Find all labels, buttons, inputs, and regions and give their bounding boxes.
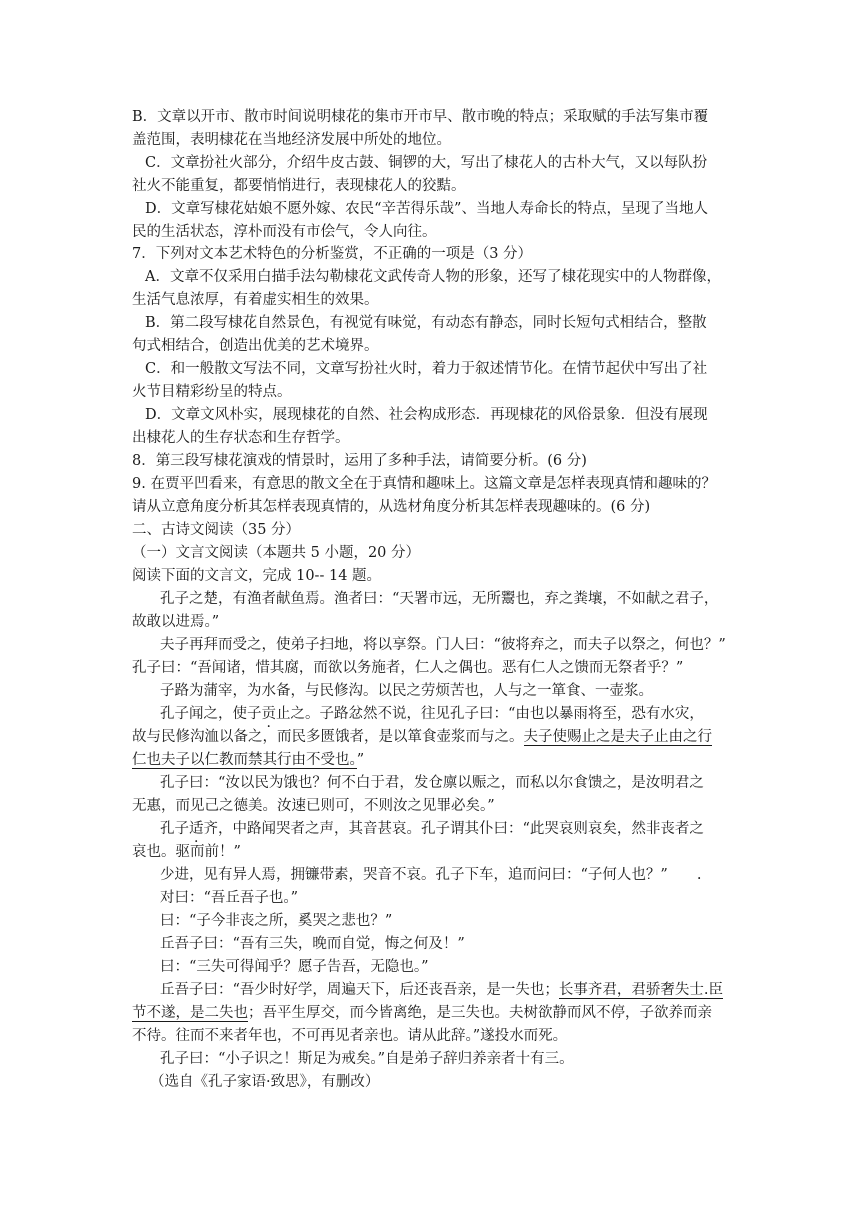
question-8: 8．第三段写棣花演戏的情景时，运用了多种手法，请简要分析。(6 分) xyxy=(132,453,587,469)
text-run: 故与民修沟洫以备之，而民多匮饿者，是以箪食壶浆而与之。 xyxy=(132,729,524,745)
passage-p5-line-1: 孔子曰：“汝以民为饿也？何不白于君，发仓廪以赈之，而私以尔食馈之，是汝明君之 xyxy=(160,775,704,791)
q7-option-a-line-1: A．文章不仅采用白描手法勾勒棣花文武传奇人物的形象，还写了棣花现实中的人物群像， xyxy=(145,269,721,285)
subsection-heading: （一）文言文阅读（本题共 5 小题，20 分） xyxy=(132,545,421,561)
question-9-line-1: 9. 在贾平凹看来，有意思的散文全在于真情和趣味上。这篇文章是怎样表现真情和趣味的？ xyxy=(132,476,716,492)
question-7: 7．下列对文本艺术特色的分析鉴赏，不正确的一项是（3 分） xyxy=(132,246,533,262)
source-note: （选自《孔子家语·致思》，有删改） xyxy=(150,1074,380,1090)
underlined-sentence: 节不遂，是二失也 xyxy=(132,1005,248,1021)
text-run: 孔子 xyxy=(160,821,189,837)
q7-option-b-line-2: 句式相结合，创造出优美的艺术境界。 xyxy=(132,338,379,354)
section-heading: 二、古诗文阅读（35 分） xyxy=(132,522,301,538)
passage-p1-line-2: 故敢以进焉。” xyxy=(132,614,220,630)
q7-option-b-line-1: B．第二段写棣花自然景色，有视觉有味觉，有动态有静态，同时长短句式相结合，整散 xyxy=(145,315,707,331)
dotted-character: 适 xyxy=(189,821,204,837)
passage-p4-line-1 xyxy=(160,704,704,724)
underlined-sentence: 仁也夫子以仁教而禁其行由不受也。 xyxy=(132,752,357,768)
dotted-character: 贡 xyxy=(261,706,276,722)
option-c-line-2: 社火不能重复，都要悄悄进行，表现棣花人的狡黠。 xyxy=(132,178,466,194)
text-run: ” xyxy=(356,752,365,768)
option-d-line-1: D．文章写棣花姑娘不愿外嫁、农民“辛苦得乐哉”、当地人寿命长的特点，呈现了当地人 xyxy=(145,201,708,217)
passage-p2-line-1: 夫子再拜而受之，使弟子扫地，将以享祭。门人曰：“彼将弃之，而夫子以祭之，何也？” xyxy=(160,637,726,653)
text-run: 止之。子路忿然不说，往见孔子曰：“由也以暴雨将至，恐有水灾， xyxy=(276,706,704,722)
passage-p10: 丘吾子曰：“吾有三失，晚而自觉，悔之何及！” xyxy=(160,936,465,952)
option-b-line-1: B．文章以开市、散市时间说明棣花的集市开市早、散市晚的特点；采取赋的手法写集市覆 xyxy=(132,109,709,125)
q7-option-a-line-2: 生活气息浓厚，有着虚实相生的效果。 xyxy=(132,292,379,308)
reading-instruction: 阅读下面的文言文，完成 10-- 14 题。 xyxy=(132,568,382,584)
option-b-line-2: 盖范围，表明棣花在当地经济发展中所处的地位。 xyxy=(132,132,451,148)
q7-option-c-line-1: C．和一般散文写法不同，文章写扮社火时，着力于叙述情节化。在情节起伏中写出了社 xyxy=(145,361,708,377)
passage-p3: 子路为蒲宰，为水备，与民修沟。以民之劳烦苦也，人与之一箪食、一壶浆。 xyxy=(160,683,653,699)
passage-p12-line-1 xyxy=(160,980,723,1000)
passage-p1-line-1: 孔子之楚，有渔者献鱼焉。渔者曰：“天署市远，无所鬻也，弃之粪壤，不如献之君子， xyxy=(160,591,719,607)
passage-p9: 曰：“子今非丧之所，奚哭之悲也？” xyxy=(160,913,393,929)
passage-p5-line-2: 无惠，而见己之德美。汝速已则可，不则汝之见罪必矣。” xyxy=(132,798,495,814)
passage-p13: 孔子曰：“小子识之！斯足为戒矣。”自是弟子辞归养亲者十有三。 xyxy=(160,1051,574,1067)
question-9-line-2: 请从立意角度分析其怎样表现真情的，从选材角度分析其怎样表现趣味的。(6 分) xyxy=(132,499,651,515)
underlined-sentence: 夫子使赐止之是夫子止由之行 xyxy=(523,729,712,745)
text-run: ；吾平生厚交，而今皆离绝，是三失也。夫树欲静而风不停，子欲养而亲 xyxy=(248,1005,712,1021)
passage-p7: 少进，见有异人焉，拥镰带素，哭音不哀。孔子下车，追而问曰：“子何人也？” . xyxy=(160,867,702,883)
text-run: 孔子闻之，使子 xyxy=(160,706,262,722)
option-c-line-1: C．文章扮社火部分，介绍牛皮古鼓、铜锣的大，写出了棣花人的古朴大气，又以每队扮 xyxy=(145,155,708,171)
q7-option-d-line-1: D．文章文风朴实，展现棣花的自然、社会构成形态．再现棣花的风俗景象．但没有展现 xyxy=(145,407,708,423)
passage-p4-line-2 xyxy=(132,727,712,747)
text-run: 丘吾子曰：“吾少时好学，周遍天下，后还丧吾亲，是一失也； xyxy=(160,982,559,998)
passage-p8: 对曰：“吾丘吾子也。” xyxy=(160,890,299,906)
passage-p4-line-3 xyxy=(132,750,364,770)
passage-p2-line-2: 孔子曰：“吾闻诸，惜其腐，而欲以务施者，仁人之偶也。恶有仁人之馈而无祭者乎？” xyxy=(132,660,684,676)
option-d-line-2: 民的生活状态，淳朴而没有市侩气，令人向往。 xyxy=(132,224,437,240)
passage-p12-line-2 xyxy=(132,1003,712,1023)
q7-option-c-line-2: 火节目精彩纷呈的特点。 xyxy=(132,384,292,400)
passage-p11: 曰：“三失可得闻乎？愿子告吾，无隐也。” xyxy=(160,959,429,975)
text-run: 齐，中路闻哭者之声，其音甚哀。孔子谓其仆曰：“此哭哀则哀矣，然非丧者之 xyxy=(203,821,704,837)
q7-option-d-line-2: 出棣花人的生存状态和生存哲学。 xyxy=(132,430,350,446)
passage-p6-line-2: 哀也。驱而前！” xyxy=(132,844,241,860)
passage-p12-line-3: 不待。往而不来者年也，不可再见者亲也。请从此辞。”遂投水而死。 xyxy=(132,1028,568,1044)
underlined-sentence: 长事齐君，君骄奢失士.臣 xyxy=(558,982,724,998)
passage-p6-line-1 xyxy=(160,819,704,839)
